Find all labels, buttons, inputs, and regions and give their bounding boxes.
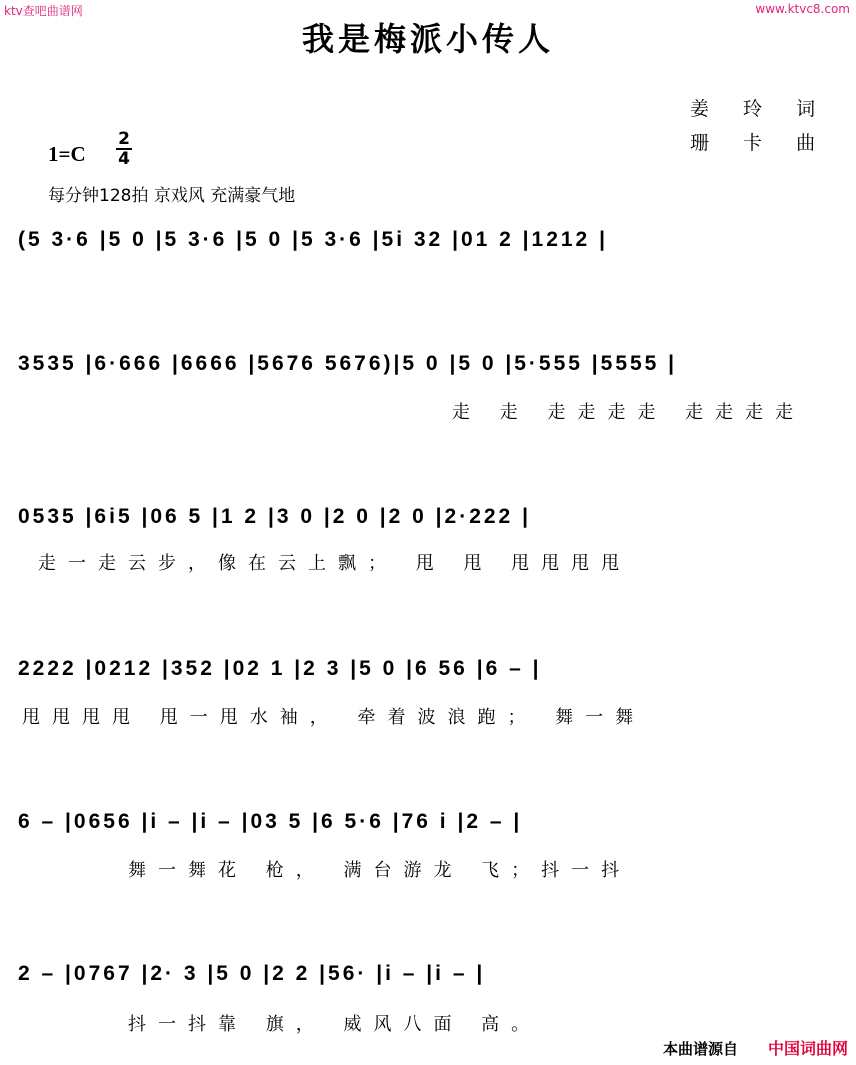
tempo-marking: 每分钟128拍 京戏风 充满豪气地 — [48, 186, 296, 206]
score-line-5 — [0, 810, 856, 881]
score-line-3 — [0, 505, 856, 574]
footer-site[interactable]: 中国词曲网 — [767, 1039, 848, 1058]
notes-line-5: 6 – |0656 |i – |i – |03 5 |6 5·6 |76 i |2 – | — [18, 810, 523, 833]
time-signature-top: 2 — [116, 130, 132, 150]
notes-line-4: 2222 |0212 |352 |02 1 |2 3 |5 0 |6 56 |6 – | — [18, 657, 542, 680]
key-signature: 1=C — [48, 142, 86, 166]
watermark-right: www.ktvc8.com — [755, 2, 850, 16]
score-line-2 — [0, 352, 856, 423]
composer-credit: 珊 卡 曲 — [690, 132, 830, 154]
song-title: 我是梅派小传人 — [301, 20, 554, 58]
footer-source: 本曲谱源自 — [662, 1040, 738, 1058]
score-line-6 — [0, 962, 856, 1035]
notes-line-1: (5 3·6 |5 0 |5 3·6 |5 0 |5 3·6 |5i 32 |01 2 |1212 | — [18, 228, 608, 251]
lyricist-credit: 姜 玲 词 — [690, 98, 830, 120]
lyrics-line-2: 走 走 走走走走 走走走走 — [452, 402, 806, 423]
time-signature-bottom: 4 — [118, 149, 130, 169]
notes-line-6: 2 – |0767 |2· 3 |5 0 |2 2 |56· |i – |i – | — [18, 962, 486, 985]
watermark-left: ktv查吧曲谱网 — [4, 4, 83, 18]
score-line-1 — [0, 228, 856, 288]
notes-line-2: 3535 |6·666 |6666 |5676 5676)|5 0 |5 0 |5·555 |5555 | — [18, 352, 678, 375]
lyrics-line-5: 舞一舞花 枪， 满台游龙 飞；抖一抖 — [128, 860, 632, 881]
notes-line-3: 0535 |6i5 |06 5 |1 2 |3 0 |2 0 |2 0 |2·222 | — [18, 505, 531, 528]
lyrics-line-3: 走一走云步，像在云上飘； 甩 甩 甩甩甩甩 — [38, 553, 632, 574]
lyrics-line-4: 甩甩甩甩 甩一甩水袖， 牵着波浪跑； 舞一舞 — [22, 707, 646, 728]
score-line-4 — [0, 657, 856, 728]
lyrics-line-6: 抖一抖靠 旗， 威风八面 高。 — [128, 1014, 542, 1035]
time-signature — [116, 130, 132, 168]
